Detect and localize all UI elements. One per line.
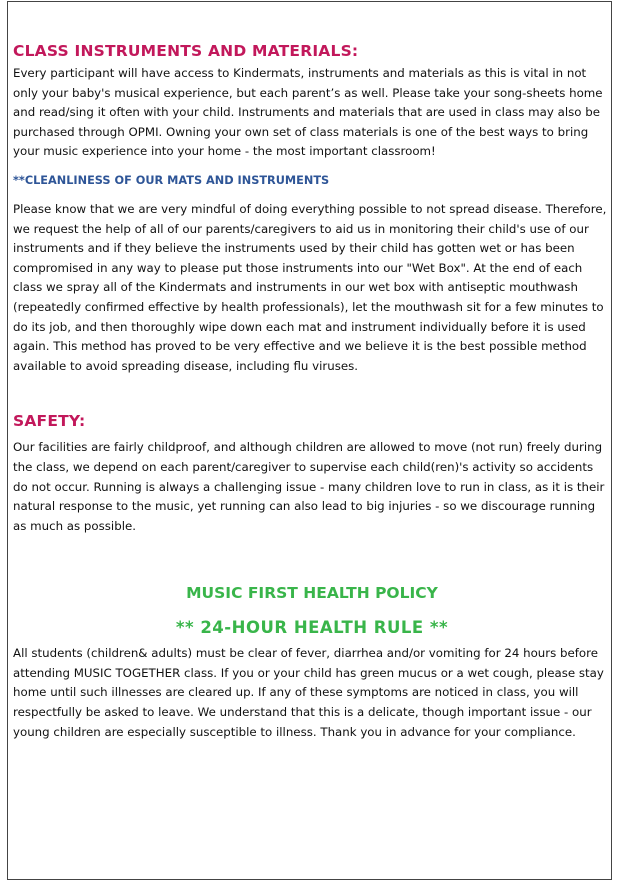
safety-heading: SAFETY: <box>13 412 86 431</box>
instruments-heading: CLASS INSTRUMENTS AND MATERIALS: <box>13 42 359 60</box>
cleanliness-heading: **CLEANLINESS OF OUR MATS AND INSTRUMENTS <box>13 173 330 187</box>
document-content <box>13 40 611 742</box>
safety-body: Our facilities are fairly childproof, and although children are allowed to move (not run) freely during the class, we depend on each parent/caregiver to supervise each child(ren)'s activity so accidents do not occur. Running is always a challenging issue - many children love to run in class, as it is their natural response to the music, yet running can also lead to big injuries - so we discourage running as much as possible. <box>13 440 605 533</box>
cleanliness-body: Please know that we are very mindful of doing everything possible to not spread disease. Therefore, we request the help of all of our parents/caregivers to aid us in monitoring their child's use of our instruments and if they believe the instruments used by their child has gotten wet or has been compromised in any way to please put those instruments into our "Wet Box". At the end of each class we spray all of the Kindermats and instruments in our wet box with antiseptic mouthwash (repeatedly confirmed effective by health professionals), let the mouthwash sit for a few minutes to do its job, and then thoroughly wipe down each mat and instrument individually before it is used again. This method has proved to be very effective and we believe it is the best possible method available to avoid spreading disease, including flu viruses. <box>13 201 607 373</box>
health-policy-heading: MUSIC FIRST HEALTH POLICY <box>186 584 438 603</box>
instruments-body: Every participant will have access to Kindermats, instruments and materials as this is vital in not only your baby's musical experience, but each parent’s as well. Please take your song-sheets home and read/sing it often with your child. Instruments and materials that are used in class may also be purchased through OPMI. Owning your own set of class materials is one of the best ways to bring your music experience into your home - the most important classroom! <box>13 66 603 159</box>
health-body: All students (children& adults) must be clear of fever, diarrhea and/or vomiting for 24 hours before attending MUSIC TOGETHER class. If you or your child has green mucus or a wet cough, please stay home until such illnesses are cleared up. If any of these symptoms are noticed in class, you will respectfully be asked to leave. We understand that this is a delicate, though important issue - our young children are especially susceptible to illness. Thank you in advance for your compliance. <box>13 646 604 739</box>
health-rule-heading: ** 24-HOUR HEALTH RULE ** <box>175 618 449 638</box>
